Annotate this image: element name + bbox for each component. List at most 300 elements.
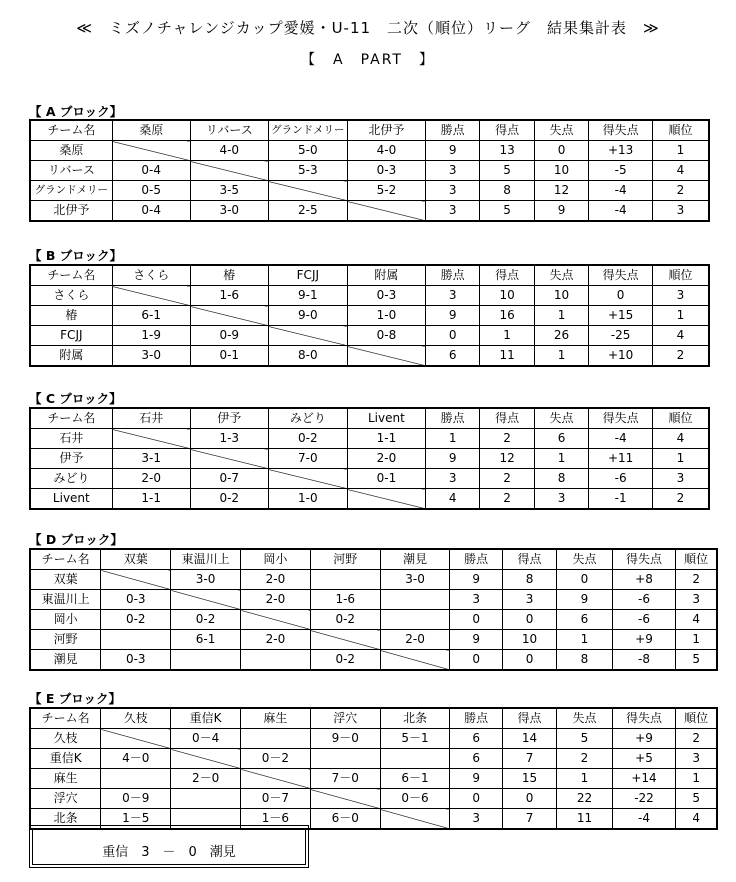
match-score-cell <box>380 749 450 769</box>
match-score-cell: 4-0 <box>347 141 425 161</box>
stat-cell: 14 <box>502 729 556 749</box>
column-header: 桑原 <box>112 120 190 141</box>
match-score-cell: 0－7 <box>241 789 311 809</box>
stat-cell: +11 <box>589 449 653 469</box>
self-match-cell <box>190 449 268 469</box>
column-header: 浮穴 <box>310 708 380 729</box>
stat-cell: 2 <box>652 181 709 201</box>
match-score-cell: 0-3 <box>347 286 425 306</box>
block-c-table <box>29 407 710 510</box>
column-header: 得点 <box>502 708 556 729</box>
team-name-cell: 河野 <box>30 630 101 650</box>
self-match-cell <box>310 789 380 809</box>
match-score-cell: 2-0 <box>347 449 425 469</box>
stat-cell: 1 <box>534 449 588 469</box>
stat-cell: 3 <box>425 286 479 306</box>
table-row <box>30 570 717 590</box>
table-header-row <box>30 708 717 729</box>
match-score-cell: 1-1 <box>347 429 425 449</box>
stat-cell: 0 <box>502 610 556 630</box>
column-header: 順位 <box>676 549 717 570</box>
match-score-cell: 0-2 <box>268 429 347 449</box>
match-score-cell: 0-2 <box>171 610 241 630</box>
stat-cell: 1 <box>652 306 709 326</box>
column-header: 勝点 <box>425 265 479 286</box>
stat-cell: 2 <box>652 346 709 367</box>
stat-cell: 3 <box>676 749 717 769</box>
stat-cell: -4 <box>589 181 653 201</box>
stat-cell: +5 <box>612 749 676 769</box>
column-header: 得点 <box>502 549 556 570</box>
team-name-cell: 石井 <box>30 429 112 449</box>
table-row <box>30 429 709 449</box>
stat-cell: 0 <box>450 789 502 809</box>
column-header: 得点 <box>480 408 534 429</box>
table-header-row <box>30 549 717 570</box>
table-row <box>30 161 709 181</box>
stat-cell: 3 <box>425 161 479 181</box>
stat-cell: 10 <box>502 630 556 650</box>
self-match-cell <box>347 489 425 510</box>
table-row <box>30 749 717 769</box>
column-header: さくら <box>112 265 190 286</box>
self-match-cell <box>268 326 347 346</box>
stat-cell: 16 <box>480 306 534 326</box>
stat-cell: 3 <box>450 809 502 830</box>
team-name-cell: 東温川上 <box>30 590 101 610</box>
column-header: 順位 <box>676 708 717 729</box>
team-name-cell: 附属 <box>30 346 112 367</box>
stat-cell: -6 <box>612 590 676 610</box>
final-result-box <box>29 825 309 868</box>
team-name-cell: 伊予 <box>30 449 112 469</box>
stat-cell: 0 <box>534 141 588 161</box>
column-header: 得点 <box>480 265 534 286</box>
column-header: 得失点 <box>589 120 653 141</box>
self-match-cell <box>171 590 241 610</box>
team-name-cell: 麻生 <box>30 769 101 789</box>
self-match-cell <box>112 429 190 449</box>
column-header: 順位 <box>652 265 709 286</box>
table-header-row <box>30 265 709 286</box>
stat-cell: 4 <box>676 809 717 830</box>
match-score-cell: 0-1 <box>347 469 425 489</box>
stat-cell: 11 <box>557 809 612 830</box>
block-b-title: 【 B ブロック】 <box>29 248 122 263</box>
column-header: 得失点 <box>589 265 653 286</box>
self-match-cell <box>310 630 380 650</box>
stat-cell: 2 <box>676 570 717 590</box>
stat-cell: 2 <box>557 749 612 769</box>
table-row <box>30 326 709 346</box>
team-name-cell: グランドメリー <box>30 181 112 201</box>
stat-cell: 1 <box>480 326 534 346</box>
self-match-cell <box>101 729 171 749</box>
stat-cell: 12 <box>534 181 588 201</box>
match-score-cell: 1-1 <box>112 489 190 510</box>
page-title: ≪ ミズノチャレンジカップ愛媛・U-11 二次（順位）リーグ 結果集計表 ≫ <box>76 19 660 37</box>
column-header: チーム名 <box>30 708 101 729</box>
match-score-cell: 2-0 <box>241 630 311 650</box>
match-score-cell: 1－6 <box>241 809 311 830</box>
stat-cell: 5 <box>676 650 717 671</box>
column-header: 附属 <box>347 265 425 286</box>
match-score-cell: 0－6 <box>380 789 450 809</box>
stat-cell: 4 <box>652 326 709 346</box>
team-name-cell: 重信K <box>30 749 101 769</box>
stat-cell: +8 <box>612 570 676 590</box>
block-d-title: 【 D ブロック】 <box>29 532 123 547</box>
match-score-cell: 3-0 <box>171 570 241 590</box>
self-match-cell <box>347 201 425 222</box>
table-row <box>30 590 717 610</box>
column-header: 失点 <box>557 549 612 570</box>
stat-cell: 1 <box>676 769 717 789</box>
stat-cell: +15 <box>589 306 653 326</box>
column-header: Livent <box>347 408 425 429</box>
column-header: 失点 <box>534 120 588 141</box>
match-score-cell: 0－2 <box>241 749 311 769</box>
stat-cell: 11 <box>480 346 534 367</box>
team-name-cell: Livent <box>30 489 112 510</box>
stat-cell: 6 <box>425 346 479 367</box>
match-score-cell: 0-9 <box>190 326 268 346</box>
column-header: 勝点 <box>425 408 479 429</box>
column-header: 勝点 <box>450 708 502 729</box>
match-score-cell <box>241 650 311 671</box>
column-header: 失点 <box>557 708 612 729</box>
stat-cell: 1 <box>652 449 709 469</box>
column-header: 得点 <box>480 120 534 141</box>
match-score-cell: 5-3 <box>268 161 347 181</box>
stat-cell: +9 <box>612 630 676 650</box>
team-name-cell: リバース <box>30 161 112 181</box>
match-score-cell: 5-0 <box>268 141 347 161</box>
stat-cell: 7 <box>502 749 556 769</box>
column-header: 勝点 <box>425 120 479 141</box>
table-row <box>30 306 709 326</box>
match-score-cell <box>310 570 380 590</box>
stat-cell: 9 <box>425 306 479 326</box>
stat-cell: 0 <box>450 610 502 630</box>
match-score-cell: 0-2 <box>101 610 171 630</box>
match-score-cell: 1-3 <box>190 429 268 449</box>
stat-cell: 9 <box>450 630 502 650</box>
match-score-cell: 0-2 <box>310 650 380 671</box>
stat-cell: 1 <box>652 141 709 161</box>
stat-cell: 15 <box>502 769 556 789</box>
stat-cell: 3 <box>534 489 588 510</box>
stat-cell: 5 <box>676 789 717 809</box>
match-score-cell: 9－0 <box>310 729 380 749</box>
column-header: 重信K <box>171 708 241 729</box>
team-name-cell: 北伊予 <box>30 201 112 222</box>
block-c-title: 【 C ブロック】 <box>29 391 122 406</box>
stat-cell: 3 <box>502 590 556 610</box>
team-name-cell: 浮穴 <box>30 789 101 809</box>
column-header: 伊予 <box>190 408 268 429</box>
match-score-cell: 0-7 <box>190 469 268 489</box>
stat-cell: 6 <box>557 610 612 630</box>
self-match-cell <box>241 769 311 789</box>
self-match-cell <box>190 161 268 181</box>
stat-cell: 5 <box>480 161 534 181</box>
table-row <box>30 610 717 630</box>
self-match-cell <box>171 749 241 769</box>
block-e-title: 【 E ブロック】 <box>29 691 121 706</box>
self-match-cell <box>380 650 450 671</box>
stat-cell: 0 <box>502 650 556 671</box>
page-subtitle: 【 A PART 】 <box>301 52 435 68</box>
table-row <box>30 630 717 650</box>
stat-cell: 3 <box>652 286 709 306</box>
stat-cell: 3 <box>425 469 479 489</box>
match-score-cell <box>101 630 171 650</box>
self-match-cell <box>112 141 190 161</box>
column-header: 得失点 <box>612 708 676 729</box>
team-name-cell: 桑原 <box>30 141 112 161</box>
column-header: 岡小 <box>241 549 311 570</box>
stat-cell: 9 <box>425 141 479 161</box>
match-score-cell: 1-9 <box>112 326 190 346</box>
team-name-cell: FCJJ <box>30 326 112 346</box>
match-score-cell: 0－9 <box>101 789 171 809</box>
table-row <box>30 181 709 201</box>
match-score-cell: 0-8 <box>347 326 425 346</box>
team-name-cell: 椿 <box>30 306 112 326</box>
team-name-cell: 北条 <box>30 809 101 830</box>
match-score-cell: 6-1 <box>171 630 241 650</box>
match-score-cell: 3-0 <box>190 201 268 222</box>
stat-cell: 8 <box>480 181 534 201</box>
match-score-cell: 3-1 <box>112 449 190 469</box>
stat-cell: -6 <box>589 469 653 489</box>
match-score-cell: 5-2 <box>347 181 425 201</box>
table-row <box>30 769 717 789</box>
stat-cell: 9 <box>450 769 502 789</box>
column-header: 双葉 <box>101 549 171 570</box>
match-score-cell: 0-2 <box>310 610 380 630</box>
stat-cell: 13 <box>480 141 534 161</box>
column-header: 失点 <box>534 265 588 286</box>
column-header: 麻生 <box>241 708 311 729</box>
match-score-cell: 1-6 <box>190 286 268 306</box>
match-score-cell <box>380 610 450 630</box>
team-name-cell: さくら <box>30 286 112 306</box>
column-header: グランドメリー <box>268 120 347 141</box>
column-header: 久枝 <box>101 708 171 729</box>
self-match-cell <box>268 181 347 201</box>
stat-cell: 1 <box>676 630 717 650</box>
match-score-cell <box>380 590 450 610</box>
stat-cell: 1 <box>557 630 612 650</box>
column-header: 河野 <box>310 549 380 570</box>
table-row <box>30 650 717 671</box>
stat-cell: 10 <box>534 286 588 306</box>
stat-cell: 2 <box>480 489 534 510</box>
stat-cell: +10 <box>589 346 653 367</box>
table-row <box>30 469 709 489</box>
match-score-cell: 2-0 <box>112 469 190 489</box>
match-score-cell: 6－1 <box>380 769 450 789</box>
table-row <box>30 729 717 749</box>
block-a-table <box>29 119 710 222</box>
column-header: 北条 <box>380 708 450 729</box>
stat-cell: 0 <box>557 570 612 590</box>
match-score-cell: 2－0 <box>171 769 241 789</box>
block-b-table <box>29 264 710 367</box>
table-row <box>30 789 717 809</box>
stat-cell: 3 <box>652 469 709 489</box>
stat-cell: 4 <box>676 610 717 630</box>
stat-cell: 1 <box>534 306 588 326</box>
match-score-cell <box>310 749 380 769</box>
block-a-title: 【 A ブロック】 <box>29 104 123 119</box>
stat-cell: 4 <box>425 489 479 510</box>
match-score-cell: 0-1 <box>190 346 268 367</box>
self-match-cell <box>268 469 347 489</box>
stat-cell: -4 <box>589 429 653 449</box>
match-score-cell: 7-0 <box>268 449 347 469</box>
stat-cell: 9 <box>425 449 479 469</box>
stat-cell: 3 <box>425 181 479 201</box>
team-name-cell: 岡小 <box>30 610 101 630</box>
match-score-cell: 9-0 <box>268 306 347 326</box>
table-row <box>30 449 709 469</box>
match-score-cell: 1－5 <box>101 809 171 830</box>
match-score-cell: 3-5 <box>190 181 268 201</box>
match-score-cell <box>171 650 241 671</box>
match-score-cell: 7－0 <box>310 769 380 789</box>
match-score-cell: 0-4 <box>112 161 190 181</box>
table-header-row <box>30 408 709 429</box>
stat-cell: 2 <box>480 469 534 489</box>
stat-cell: 6 <box>450 749 502 769</box>
stat-cell: +13 <box>589 141 653 161</box>
column-header: チーム名 <box>30 120 112 141</box>
column-header: 北伊予 <box>347 120 425 141</box>
column-header: 潮見 <box>380 549 450 570</box>
column-header: FCJJ <box>268 265 347 286</box>
match-score-cell <box>101 769 171 789</box>
column-header: 椿 <box>190 265 268 286</box>
team-name-cell: みどり <box>30 469 112 489</box>
match-score-cell <box>241 729 311 749</box>
stat-cell: -5 <box>589 161 653 181</box>
match-score-cell: 0-5 <box>112 181 190 201</box>
stat-cell: 0 <box>450 650 502 671</box>
column-header: 失点 <box>534 408 588 429</box>
stat-cell: 0 <box>502 789 556 809</box>
match-score-cell: 0－4 <box>171 729 241 749</box>
match-score-cell: 0-2 <box>190 489 268 510</box>
self-match-cell <box>241 610 311 630</box>
stat-cell: 9 <box>557 590 612 610</box>
stat-cell: 6 <box>450 729 502 749</box>
column-header: リバース <box>190 120 268 141</box>
stat-cell: 3 <box>652 201 709 222</box>
match-score-cell <box>171 789 241 809</box>
column-header: 東温川上 <box>171 549 241 570</box>
match-score-cell: 8-0 <box>268 346 347 367</box>
stat-cell: 9 <box>450 570 502 590</box>
stat-cell: 7 <box>502 809 556 830</box>
table-row <box>30 141 709 161</box>
column-header: 順位 <box>652 408 709 429</box>
table-row <box>30 201 709 222</box>
stat-cell: 1 <box>557 769 612 789</box>
match-score-cell: 6-1 <box>112 306 190 326</box>
match-score-cell: 6－0 <box>310 809 380 830</box>
column-header: 石井 <box>112 408 190 429</box>
match-score-cell: 1-0 <box>347 306 425 326</box>
stat-cell: 5 <box>480 201 534 222</box>
stat-cell: -4 <box>612 809 676 830</box>
stat-cell: 2 <box>652 489 709 510</box>
self-match-cell <box>101 570 171 590</box>
team-name-cell: 久枝 <box>30 729 101 749</box>
stat-cell: 9 <box>534 201 588 222</box>
match-score-cell: 4－0 <box>101 749 171 769</box>
match-score-cell: 3-0 <box>380 570 450 590</box>
stat-cell: +14 <box>612 769 676 789</box>
stat-cell: 0 <box>425 326 479 346</box>
column-header: 得失点 <box>589 408 653 429</box>
match-score-cell: 1-0 <box>268 489 347 510</box>
match-score-cell: 3-0 <box>112 346 190 367</box>
table-header-row <box>30 120 709 141</box>
column-header: 得失点 <box>612 549 676 570</box>
match-score-cell: 0-3 <box>101 590 171 610</box>
self-match-cell <box>380 809 450 830</box>
stat-cell: 12 <box>480 449 534 469</box>
table-row <box>30 286 709 306</box>
stat-cell: +9 <box>612 729 676 749</box>
stat-cell: 3 <box>425 201 479 222</box>
self-match-cell <box>190 306 268 326</box>
self-match-cell <box>347 346 425 367</box>
stat-cell: 2 <box>480 429 534 449</box>
stat-cell: 10 <box>480 286 534 306</box>
match-score-cell: 9-1 <box>268 286 347 306</box>
stat-cell: -22 <box>612 789 676 809</box>
stat-cell: 8 <box>557 650 612 671</box>
self-match-cell <box>112 286 190 306</box>
stat-cell: 3 <box>676 590 717 610</box>
stat-cell: 22 <box>557 789 612 809</box>
stat-cell: 2 <box>676 729 717 749</box>
column-header: チーム名 <box>30 265 112 286</box>
stat-cell: 4 <box>652 429 709 449</box>
stat-cell: 8 <box>534 469 588 489</box>
column-header: 勝点 <box>450 549 502 570</box>
table-row <box>30 489 709 510</box>
stat-cell: 6 <box>534 429 588 449</box>
match-score-cell: 0-4 <box>112 201 190 222</box>
match-score-cell: 1-6 <box>310 590 380 610</box>
stat-cell: -6 <box>612 610 676 630</box>
match-score-cell: 2-0 <box>380 630 450 650</box>
stat-cell: 5 <box>557 729 612 749</box>
final-result-text: 重信 3 － 0 潮見 <box>102 845 236 860</box>
column-header: みどり <box>268 408 347 429</box>
stat-cell: -25 <box>589 326 653 346</box>
team-name-cell: 潮見 <box>30 650 101 671</box>
match-score-cell: 5－1 <box>380 729 450 749</box>
stat-cell: 1 <box>534 346 588 367</box>
stat-cell: -1 <box>589 489 653 510</box>
block-d-table <box>29 548 718 671</box>
